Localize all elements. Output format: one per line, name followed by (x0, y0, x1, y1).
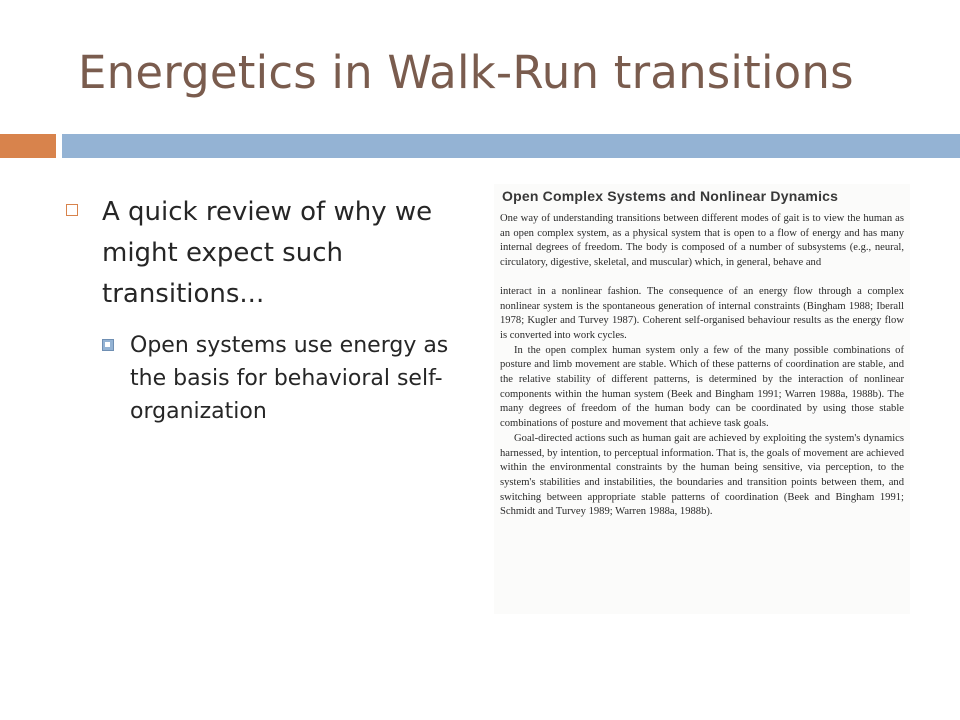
bullet-sub (66, 329, 466, 428)
scan-paragraph-1b: interact in a nonlinear fashion. The consequence of an energy flow through a complex nonlinear system is the spontaneous generation of internal constraints (Bingham 1988; Iberall 1978; Kugler and Turvey 1987). Coherent self-organised behaviour results as the energy flow is converted into work cycles. (500, 285, 904, 341)
bullet-sub-text: Open systems use energy as the basis for behavioral self-organization (130, 333, 449, 424)
scan-gap (500, 271, 904, 285)
scanned-text-image (494, 184, 910, 614)
accent-bar-blue (62, 134, 960, 158)
bullet-list (66, 192, 466, 428)
scan-paragraph-1a: One way of understanding transitions between different modes of gait is to view the human as an open complex system, as a physical system that is open to a flow of energy and has many internal degrees of freedom. The body is composed of a number of subsystems (e.g., neural, circulatory, digestive, skeletal, and muscular) which, in general, behave and (500, 213, 904, 269)
filled-square-bullet-icon (102, 339, 114, 351)
bullet-main (66, 192, 466, 315)
slide-title: Energetics in Walk-Run transitions (78, 46, 854, 99)
bullet-main-text: A quick review of why we might expect such transitions... (102, 197, 433, 309)
accent-bar-orange (0, 134, 56, 158)
scan-heading: Open Complex Systems and Nonlinear Dynamics (502, 188, 839, 204)
scan-paragraph-3: Goal-directed actions such as human gait are achieved by exploiting the system's dynamics harnessed, by intention, to perceptual information. That is, the goals of movement are achieved within the environmental constraints by the human being sensitive, via perception, to the system's stabilities and instabilities, the boundaries and transition points between them, and switching between appropriate stable patterns of coordination (Beek and Bingham 1991; Schmidt and Turvey 1989; Warren 1988a, 1988b). (500, 432, 904, 518)
square-bullet-icon (66, 204, 78, 216)
scan-paragraph-2: In the open complex human system only a few of the many possible combinations of posture and limb movement are stable. Which of these patterns of coordination are stable, and the relative stability of different patterns, is determined by the interaction of nonlinear components within the human system (Beek and Bingham 1991; Warren 1988a, 1988b). The many degrees of freedom of the human body can be coordinated by using those stable combinations of posture and movement that achieve task goals. (500, 344, 904, 430)
